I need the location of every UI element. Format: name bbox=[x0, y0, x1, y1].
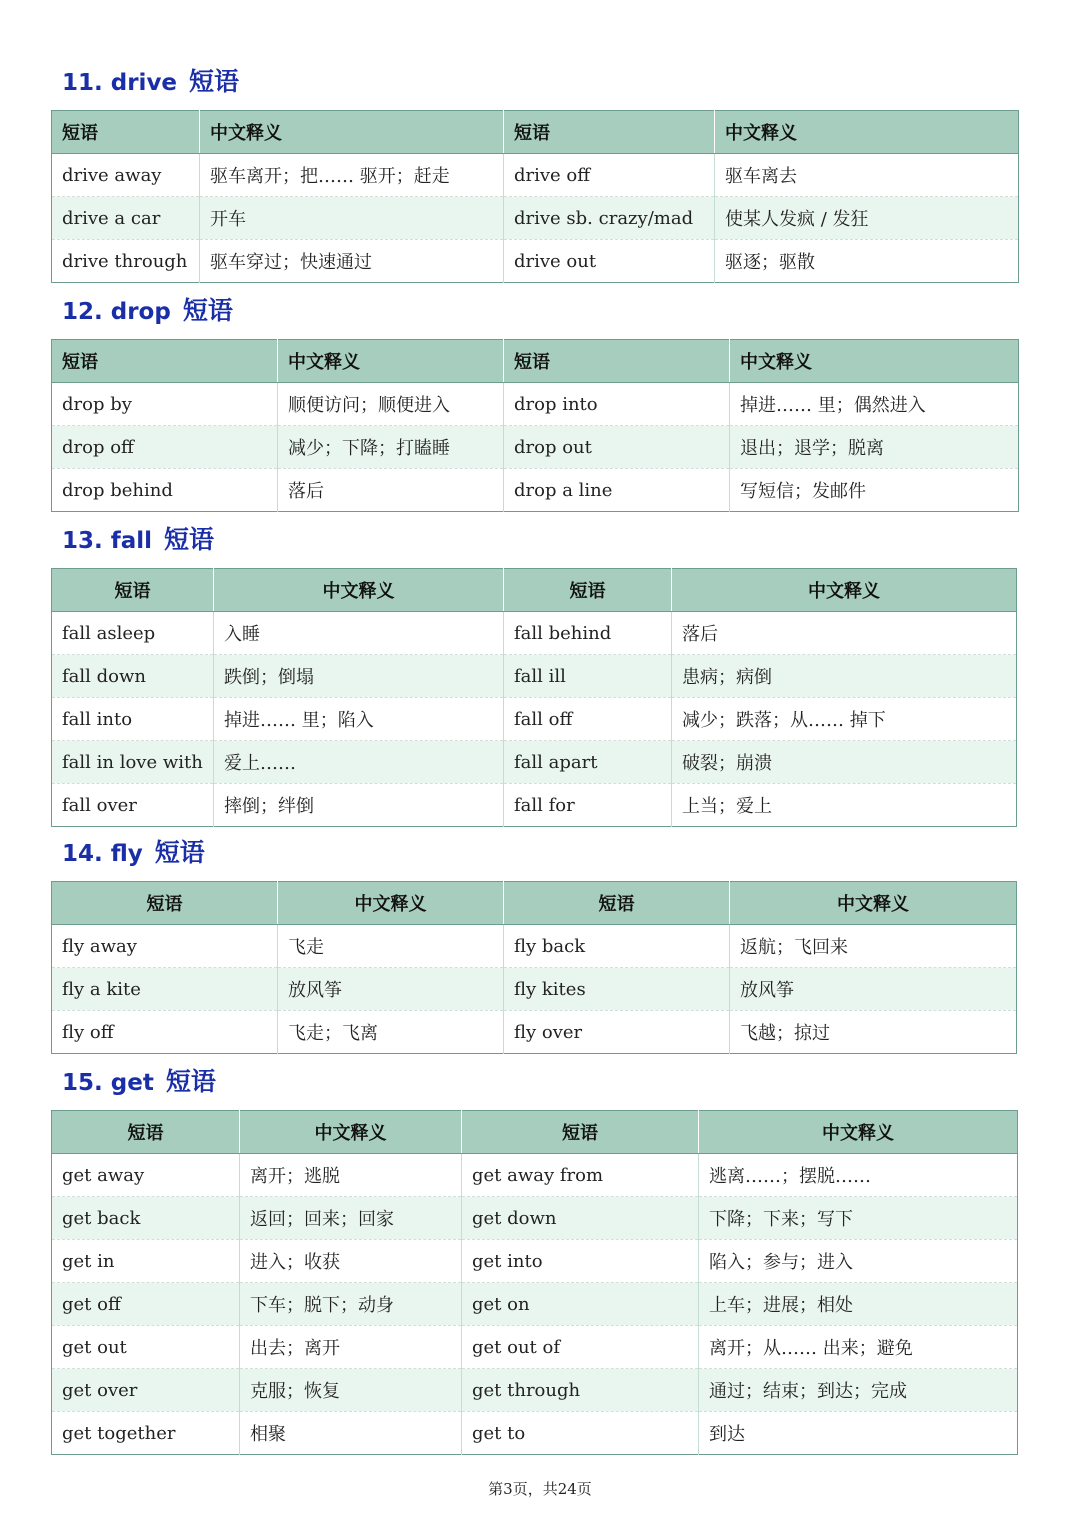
meaning-cell: 落后 bbox=[278, 469, 504, 512]
section-title-en: 15. get bbox=[62, 1070, 154, 1096]
table-row bbox=[52, 655, 1017, 698]
phrase-cell: drive sb. crazy/mad bbox=[504, 197, 715, 240]
phrase-cell: get away bbox=[52, 1154, 240, 1197]
table-row bbox=[52, 469, 1019, 512]
phrase-cell: get down bbox=[462, 1197, 699, 1240]
header-phrase: 短语 bbox=[52, 1111, 240, 1154]
section-title-en: 11. drive bbox=[62, 70, 178, 96]
phrase-cell: drop by bbox=[52, 383, 278, 426]
meaning-cell: 驱车穿过；快速通过 bbox=[200, 240, 504, 283]
phrase-cell: drive through bbox=[52, 240, 200, 283]
phrase-cell: fall behind bbox=[504, 612, 672, 655]
header-phrase: 短语 bbox=[504, 882, 730, 925]
table-row bbox=[52, 197, 1019, 240]
table-row bbox=[52, 1283, 1018, 1326]
section-title-en: 13. fall bbox=[62, 528, 153, 554]
table-row bbox=[52, 1154, 1018, 1197]
meaning-cell: 上车；进展；相处 bbox=[699, 1283, 1018, 1326]
phrase-cell: drive off bbox=[504, 154, 715, 197]
header-meaning: 中文释义 bbox=[730, 882, 1017, 925]
meaning-cell: 患病；病倒 bbox=[672, 655, 1017, 698]
section-title-fall bbox=[62, 525, 214, 556]
meaning-cell: 下车；脱下；动身 bbox=[240, 1283, 462, 1326]
meaning-cell: 掉进…… 里；偶然进入 bbox=[730, 383, 1019, 426]
meaning-cell: 入睡 bbox=[214, 612, 504, 655]
phrase-table-drive bbox=[51, 110, 1019, 283]
header-phrase: 短语 bbox=[504, 111, 715, 154]
phrase-cell: get out bbox=[52, 1326, 240, 1369]
section-title-zh: 短语 bbox=[165, 1067, 216, 1096]
meaning-cell: 放风筝 bbox=[278, 968, 504, 1011]
phrase-cell: get away from bbox=[462, 1154, 699, 1197]
phrase-cell: get off bbox=[52, 1283, 240, 1326]
section-title-zh: 短语 bbox=[189, 67, 240, 96]
table-row bbox=[52, 426, 1019, 469]
section-title-en: 12. drop bbox=[62, 299, 171, 325]
phrase-cell: get together bbox=[52, 1412, 240, 1455]
header-meaning: 中文释义 bbox=[240, 1111, 462, 1154]
table-row bbox=[52, 1326, 1018, 1369]
phrase-cell: fly over bbox=[504, 1011, 730, 1054]
header-phrase: 短语 bbox=[504, 340, 730, 383]
phrase-table-get bbox=[51, 1110, 1018, 1455]
phrase-cell: fall off bbox=[504, 698, 672, 741]
phrase-table-fly bbox=[51, 881, 1017, 1054]
table-row bbox=[52, 383, 1019, 426]
table-row bbox=[52, 925, 1017, 968]
table-row bbox=[52, 698, 1017, 741]
meaning-cell: 离开；从…… 出来；避免 bbox=[699, 1326, 1018, 1369]
meaning-cell: 陷入；参与；进入 bbox=[699, 1240, 1018, 1283]
table-row bbox=[52, 1240, 1018, 1283]
meaning-cell: 破裂；崩溃 bbox=[672, 741, 1017, 784]
meaning-cell: 飞走；飞离 bbox=[278, 1011, 504, 1054]
meaning-cell: 相聚 bbox=[240, 1412, 462, 1455]
table-row bbox=[52, 968, 1017, 1011]
table-row bbox=[52, 741, 1017, 784]
phrase-cell: get over bbox=[52, 1369, 240, 1412]
header-phrase: 短语 bbox=[52, 111, 200, 154]
table-row bbox=[52, 1197, 1018, 1240]
meaning-cell: 上当；爱上 bbox=[672, 784, 1017, 827]
header-phrase: 短语 bbox=[52, 569, 214, 612]
meaning-cell: 退出；退学；脱离 bbox=[730, 426, 1019, 469]
phrase-cell: get through bbox=[462, 1369, 699, 1412]
meaning-cell: 飞越；掠过 bbox=[730, 1011, 1017, 1054]
meaning-cell: 顺便访问；顺便进入 bbox=[278, 383, 504, 426]
section-title-drive bbox=[62, 67, 239, 98]
phrase-cell: fly kites bbox=[504, 968, 730, 1011]
header-phrase: 短语 bbox=[504, 569, 672, 612]
meaning-cell: 逃离……；摆脱…… bbox=[699, 1154, 1018, 1197]
page-footer: 第3页，共24页 bbox=[488, 1480, 592, 1498]
meaning-cell: 减少；下降；打瞌睡 bbox=[278, 426, 504, 469]
phrase-cell: fly away bbox=[52, 925, 278, 968]
table-row bbox=[52, 612, 1017, 655]
table-row bbox=[52, 1369, 1018, 1412]
section-title-get bbox=[62, 1067, 216, 1098]
table-row bbox=[52, 784, 1017, 827]
header-phrase: 短语 bbox=[52, 882, 278, 925]
phrase-cell: drop out bbox=[504, 426, 730, 469]
phrase-cell: get back bbox=[52, 1197, 240, 1240]
header-meaning: 中文释义 bbox=[278, 340, 504, 383]
section-title-zh: 短语 bbox=[182, 296, 233, 325]
phrase-cell: get to bbox=[462, 1412, 699, 1455]
meaning-cell: 飞走 bbox=[278, 925, 504, 968]
meaning-cell: 放风筝 bbox=[730, 968, 1017, 1011]
meaning-cell: 到达 bbox=[699, 1412, 1018, 1455]
phrase-cell: drop a line bbox=[504, 469, 730, 512]
phrase-cell: fall over bbox=[52, 784, 214, 827]
meaning-cell: 开车 bbox=[200, 197, 504, 240]
meaning-cell: 下降；下来；写下 bbox=[699, 1197, 1018, 1240]
table-row bbox=[52, 240, 1019, 283]
meaning-cell: 跌倒；倒塌 bbox=[214, 655, 504, 698]
header-meaning: 中文释义 bbox=[214, 569, 504, 612]
phrase-cell: get on bbox=[462, 1283, 699, 1326]
section-title-en: 14. fly bbox=[62, 841, 143, 867]
meaning-cell: 摔倒；绊倒 bbox=[214, 784, 504, 827]
phrase-cell: fall in love with bbox=[52, 741, 214, 784]
table-row bbox=[52, 1412, 1018, 1455]
meaning-cell: 驱逐；驱散 bbox=[715, 240, 1019, 283]
phrase-cell: fall into bbox=[52, 698, 214, 741]
phrase-cell: drive out bbox=[504, 240, 715, 283]
phrase-cell: drop off bbox=[52, 426, 278, 469]
phrase-cell: drop into bbox=[504, 383, 730, 426]
meaning-cell: 驱车离去 bbox=[715, 154, 1019, 197]
table-row bbox=[52, 154, 1019, 197]
phrase-cell: get into bbox=[462, 1240, 699, 1283]
meaning-cell: 返航；飞回来 bbox=[730, 925, 1017, 968]
phrase-cell: fly a kite bbox=[52, 968, 278, 1011]
phrase-table-fall bbox=[51, 568, 1017, 827]
meaning-cell: 克服；恢复 bbox=[240, 1369, 462, 1412]
phrase-cell: drive away bbox=[52, 154, 200, 197]
phrase-cell: fall asleep bbox=[52, 612, 214, 655]
phrase-cell: fall ill bbox=[504, 655, 672, 698]
meaning-cell: 减少；跌落；从…… 掉下 bbox=[672, 698, 1017, 741]
section-title-zh: 短语 bbox=[154, 838, 205, 867]
phrase-cell: fall apart bbox=[504, 741, 672, 784]
meaning-cell: 驱车离开；把…… 驱开；赶走 bbox=[200, 154, 504, 197]
phrase-cell: drive a car bbox=[52, 197, 200, 240]
section-title-fly bbox=[62, 838, 205, 869]
phrase-cell: drop behind bbox=[52, 469, 278, 512]
header-meaning: 中文释义 bbox=[278, 882, 504, 925]
meaning-cell: 通过；结束；到达；完成 bbox=[699, 1369, 1018, 1412]
table-row bbox=[52, 1011, 1017, 1054]
meaning-cell: 离开；逃脱 bbox=[240, 1154, 462, 1197]
section-title-drop bbox=[62, 296, 233, 327]
meaning-cell: 爱上…… bbox=[214, 741, 504, 784]
meaning-cell: 使某人发疯 / 发狂 bbox=[715, 197, 1019, 240]
phrase-cell: fly off bbox=[52, 1011, 278, 1054]
header-phrase: 短语 bbox=[52, 340, 278, 383]
phrase-table-drop bbox=[51, 339, 1019, 512]
meaning-cell: 返回；回来；回家 bbox=[240, 1197, 462, 1240]
header-meaning: 中文释义 bbox=[200, 111, 504, 154]
phrase-cell: fall for bbox=[504, 784, 672, 827]
section-title-zh: 短语 bbox=[164, 525, 215, 554]
meaning-cell: 写短信；发邮件 bbox=[730, 469, 1019, 512]
header-meaning: 中文释义 bbox=[672, 569, 1017, 612]
phrase-cell: get in bbox=[52, 1240, 240, 1283]
header-meaning: 中文释义 bbox=[715, 111, 1019, 154]
meaning-cell: 进入；收获 bbox=[240, 1240, 462, 1283]
header-meaning: 中文释义 bbox=[730, 340, 1019, 383]
phrase-cell: fly back bbox=[504, 925, 730, 968]
header-phrase: 短语 bbox=[462, 1111, 699, 1154]
meaning-cell: 出去；离开 bbox=[240, 1326, 462, 1369]
phrase-cell: fall down bbox=[52, 655, 214, 698]
header-meaning: 中文释义 bbox=[699, 1111, 1018, 1154]
phrase-cell: get out of bbox=[462, 1326, 699, 1369]
meaning-cell: 掉进…… 里；陷入 bbox=[214, 698, 504, 741]
meaning-cell: 落后 bbox=[672, 612, 1017, 655]
